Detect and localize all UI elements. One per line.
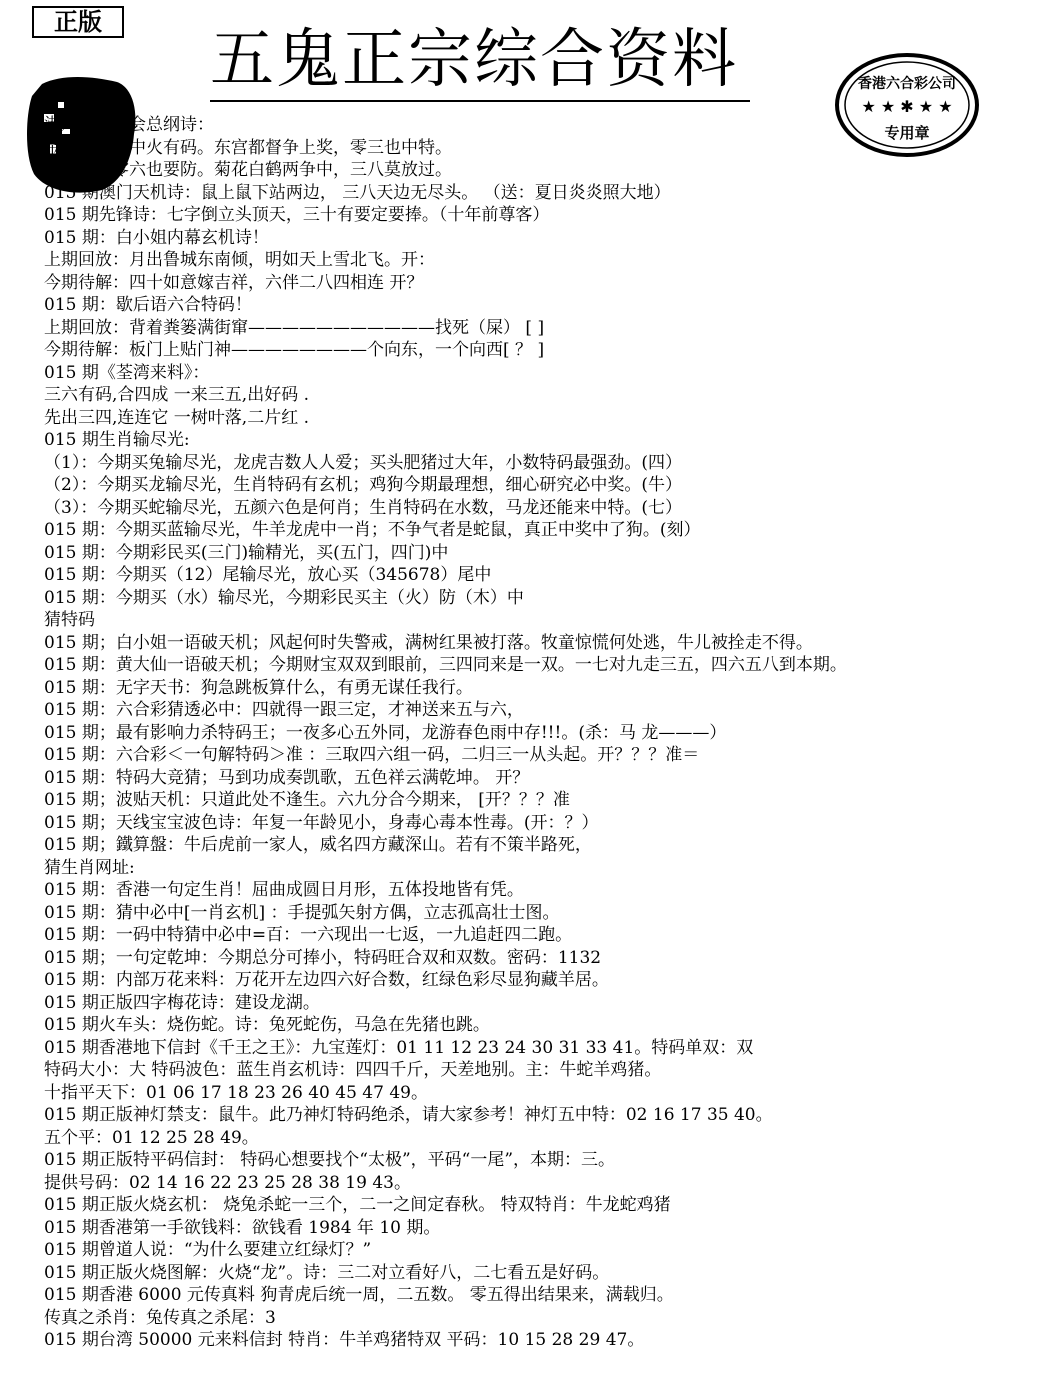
text-line: 015 期：六合彩猜透必中：四就得一跟三定，才神送来五与六， <box>44 700 524 720</box>
text-line: 015 期香港地下信封《千王之王》：九宝莲灯：01 11 12 23 24 30 31 33 41。特码单双：双 <box>44 1037 754 1058</box>
text-line: 猜生肖网址: <box>44 857 135 878</box>
text-line: 015 期正版神灯禁支：鼠牛。此乃神灯特码绝杀，请大家参考！神灯五中特：02 16 17 35 40。 <box>44 1105 773 1125</box>
text-line: 015 期；最有影响力杀特码王；一夜多心五外同，龙游春色雨中存!!!。(杀：马 龙———） <box>44 722 727 743</box>
text-line: 015 期：今期彩民买(三门)输精光，买(五门，四门)中 <box>44 542 449 563</box>
text-line: 015 期：白小姐内幕玄机诗！ <box>44 227 269 248</box>
text-line: 015 期澳门天机诗：鼠上鼠下站两边， 三八天边无尽头。 （送：夏日炎炎照大地） <box>44 182 671 203</box>
text-line: 015 期：今期买（12）尾输尽光，放心买（345678）尾中 <box>44 565 492 585</box>
text-line: 十指平天下：01 06 17 18 23 26 40 45 47 49。 <box>44 1082 428 1103</box>
text-line: 015 期曾道人说：“为什么要建立红绿灯？” <box>44 1240 372 1260</box>
text-line: 015 期：六合彩＜一句解特码＞准 ：三取四六组一码，二归三一从头起。开？？？准＝ <box>44 745 700 765</box>
text-line: 015 期：今期买蓝输尽光，牛羊龙虎中一肖；不争气者是蛇鼠，真正中奖中了狗。(刻） <box>44 520 701 540</box>
text-line: 015 期：香港一句定生肖！屈曲成圆日月形，五体投地皆有凭。 <box>44 880 524 900</box>
text-line: 015 期；白小姐一语破天机；风起何时失警戒，满树红果被打落。牧童惊慌何处逃，牛儿被拴走不得。 <box>44 632 813 653</box>
text-line: 传真之杀肖：兔传真之杀尾：3 <box>44 1307 276 1328</box>
text-line: （3）：今期买蛇输尽光，五颜六色是何肖；生肖特码在水数，马龙还能来中特。(七） <box>44 497 682 518</box>
text-line: 015 期；天线宝宝波色诗：年复一年龄见小，身毒心毒本性毒。(开：？） <box>44 812 599 833</box>
text-line: 015 期火车头：烧伤蛇。诗：兔死蛇伤，马急在先猪也跳。 <box>44 1015 490 1035</box>
document-body <box>44 114 1049 1352</box>
text-line: 提供号码：02 14 16 22 23 25 28 38 19 43。 <box>44 1172 411 1193</box>
text-line: 015 期：一码中特猜中必中=百：一六现出一七返，一九追赶四二跑。 <box>44 925 573 945</box>
text-line: 015 期：猜中必中[一肖玄机] ：手提弧矢射方偶，立志孤高壮士图。 <box>44 902 560 923</box>
text-line: 特码大小：大 特码波色：蓝生肖玄机诗：四四千斤，天差地别。主：牛蛇羊鸡猪。 <box>44 1060 662 1080</box>
text-line: 015 期《荃湾来料》： <box>44 362 210 383</box>
text-line: （2）：今期买龙输尽光，生肖特码有玄机；鸡狗今期最理想，细心研究必中奖。(牛） <box>44 475 682 495</box>
text-line: 三六有码,合四成 一来三五,出好码 . <box>44 385 310 405</box>
text-line: 015 期正版火烧图解：火烧“龙”。诗：三二对立看好八，二七看五是好码。 <box>44 1262 610 1283</box>
text-line: 上期回放：背着粪篓满街窜———————————找死（屎） [ ] <box>44 317 545 338</box>
text-line: 015 期台湾 50000 元来料信封 特肖：牛羊鸡猪特双 平码：10 15 28 29 47。 <box>44 1330 645 1350</box>
text-line: 有希望，零六也要防。菊花白鹤两争中，三八莫放过。 <box>44 160 452 180</box>
seal-ring-text: 香港六合彩公司 <box>858 76 956 92</box>
text-line: 先出三四,连连它 一树叶落,二片红 . <box>44 407 310 428</box>
seal-stars: ★ ★ ✱ ★ ★ <box>861 97 953 116</box>
text-line: 015 期：无字天书：狗急跳板算什么，有勇无谋任我行。 <box>44 677 473 698</box>
text-line: 015 期：内部万花来料：万花开左边四六好合数，红绿色彩尽显狗藏羊居。 <box>44 970 609 990</box>
text-line: 015 期；波贴天机：只道此处不逢生。六九分合今期来， [开？？？准 <box>44 790 570 810</box>
text-line: 五个平：01 12 25 28 49。 <box>44 1127 259 1148</box>
text-line: 猜特码 <box>44 610 95 630</box>
text-line: 015 期正版火烧玄机： 烧兔杀蛇一三个，二一之间定春秋。 特双特肖：牛龙蛇鸡猪 <box>44 1195 671 1215</box>
text-line: 015 期：特码大竞猜；马到功成奏凯歌，五色祥云满乾坤。 开？ <box>44 767 530 788</box>
text-line: 015 期香港 6000 元传真料 狗青虎后统一周，二五数。 零五得出结果来，满载归。 <box>44 1285 674 1305</box>
text-line: 015 期：今期买（水）输尽光，今期彩民买主（火）防（木）中 <box>44 587 524 608</box>
page-title: 五鬼正宗综合资料 <box>210 20 750 102</box>
seal-center-text: 专用章 <box>884 124 930 142</box>
text-line: 金箔金，炉中火有码。东宫都督争上奖，零三也中特。 <box>44 137 452 158</box>
text-line: 015 期；一句定乾坤：今期总分可捧小，特码旺合双和双数。密码：1132 <box>44 947 602 968</box>
text-line: 015 期正版四字梅花诗：建设龙湖。 <box>44 992 320 1013</box>
text-line: 015 期正版特平码信封： 特码心想要找个“太极”，平码“一尾”，本期：三。 <box>44 1150 616 1170</box>
text-line: 015 期：黄大仙一语破天机；今期财宝双双到眼前，三四同来是一双。一七对九走三五，四六五八到本期。 <box>44 655 847 675</box>
text-line: 015 期先锋诗：七字倒立头顶天，三十有要定要捧。（十年前尊客） <box>44 205 550 225</box>
text-line: 015 期：歇后语六合特码！ <box>44 295 252 315</box>
text-line: 今期待解：板门上贴门神————————个向东，一个向西[ ？ ] <box>44 340 545 360</box>
edition-badge: 正版 <box>32 6 124 38</box>
text-line: （1）：今期买兔输尽光，龙虎吉数人人爱；买头肥猪过大年，小数特码最强劲。(四） <box>44 452 682 473</box>
text-line: 今期待解：四十如意嫁吉祥，六伴二八四相连 开？ <box>44 272 424 293</box>
text-line: 上期回放：月出鲁城东南倾，明如天上雪北飞。开： <box>44 250 435 270</box>
text-line: 015 期；鐵算盤：牛后虎前一家人，威名四方藏深山。若有不策半路死， <box>44 835 592 855</box>
text-line: 015 期生肖输尽光: <box>44 430 190 450</box>
text-line: 港六合彩马会总纲诗： <box>44 115 214 135</box>
text-line: 015 期香港第一手欲钱料：欲钱看 1984 年 10 期。 <box>44 1217 441 1238</box>
